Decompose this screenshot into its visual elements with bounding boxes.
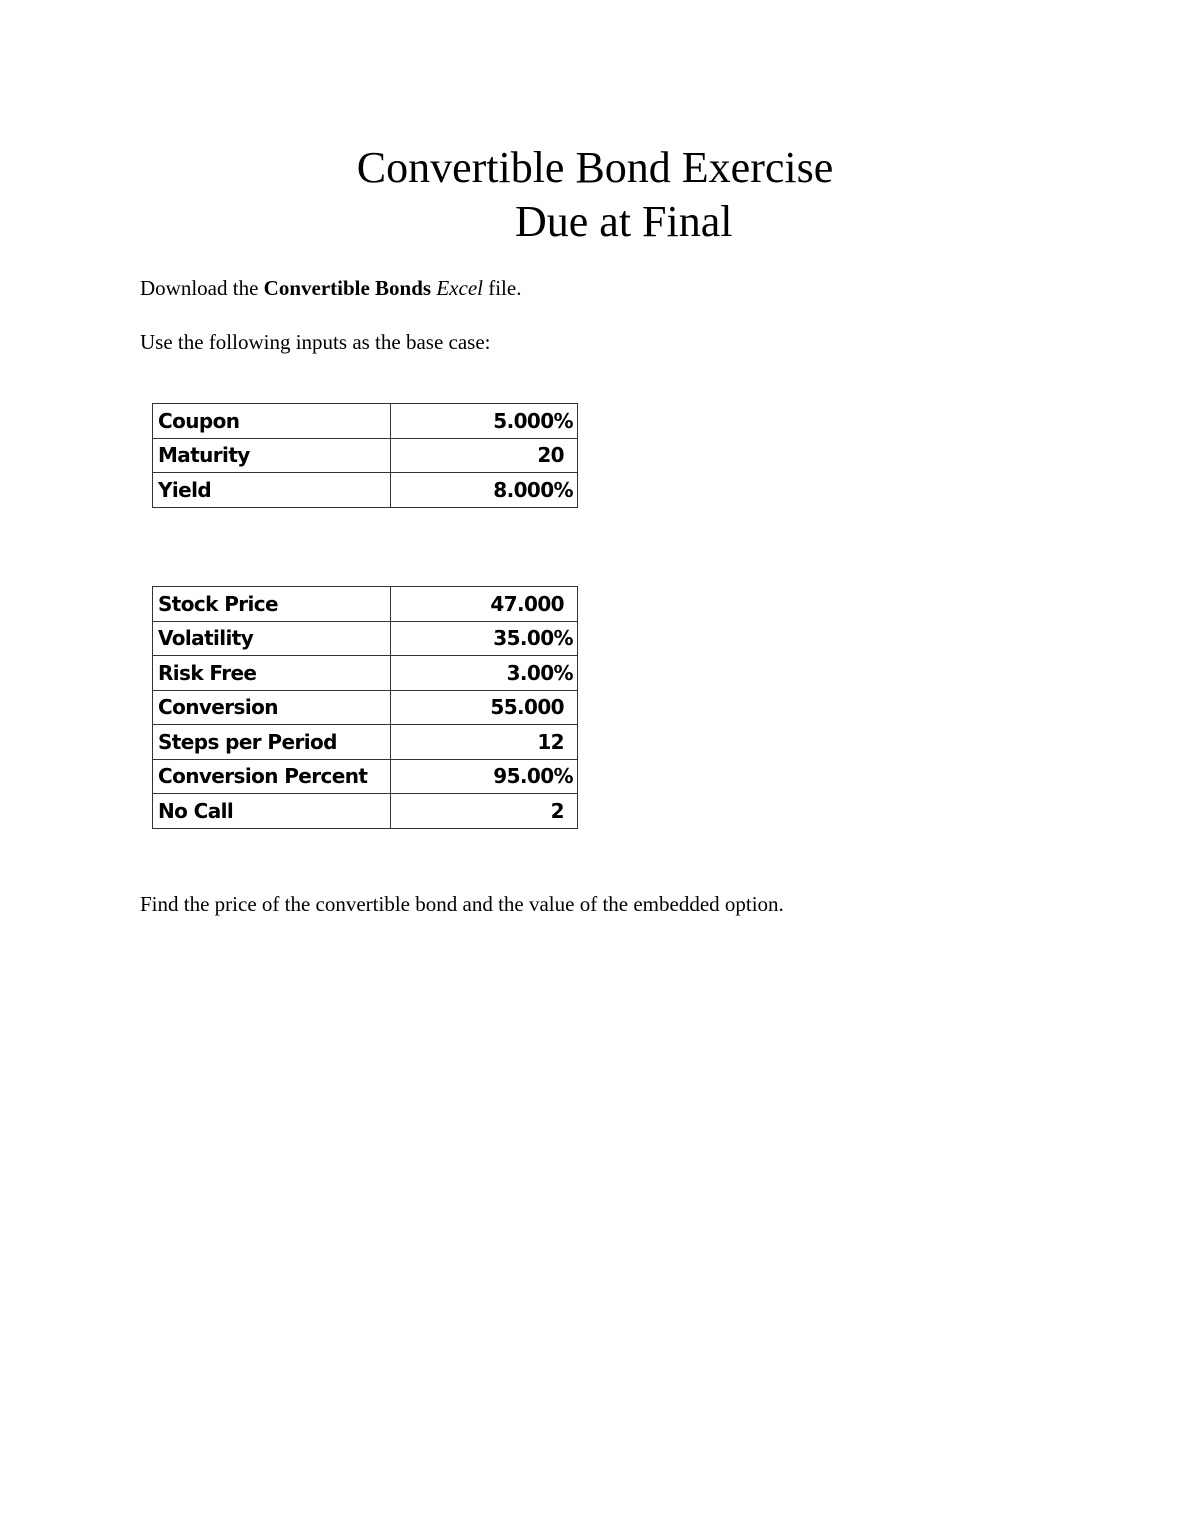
yield-label: Yield <box>153 473 391 508</box>
coupon-label: Coupon <box>153 404 391 439</box>
base-case-text: Use the following inputs as the base case: <box>140 330 491 354</box>
risk-free-value: 3.00% <box>391 656 578 691</box>
table-row <box>153 759 578 794</box>
volatility-value: 35.00% <box>391 621 578 656</box>
maturity-label: Maturity <box>153 438 391 473</box>
no-call-label: No Call <box>153 794 391 829</box>
volatility-label: Volatility <box>153 621 391 656</box>
table-row <box>153 656 578 691</box>
coupon-value: 5.000% <box>391 404 578 439</box>
conversion-label: Conversion <box>153 690 391 725</box>
steps-per-period-value: 12 <box>391 725 578 760</box>
download-suffix: file. <box>482 276 522 300</box>
table-row <box>153 438 578 473</box>
title-line-1: Convertible Bond Exercise <box>356 143 834 192</box>
stock-price-value: 47.000 <box>391 587 578 622</box>
bond-inputs-table <box>152 403 578 508</box>
conversion-percent-value: 95.00% <box>391 759 578 794</box>
app-name: Excel <box>436 276 483 300</box>
download-instruction <box>140 275 521 301</box>
table-row <box>153 794 578 829</box>
table-row <box>153 690 578 725</box>
steps-per-period-label: Steps per Period <box>153 725 391 760</box>
task-text: Find the price of the convertible bond and the value of the embedded option. <box>140 892 784 916</box>
maturity-value: 20 <box>391 438 578 473</box>
table-row <box>153 621 578 656</box>
stock-price-label: Stock Price <box>153 587 391 622</box>
table-row <box>153 725 578 760</box>
table-row <box>153 404 578 439</box>
option-inputs-table <box>152 586 578 829</box>
table-row <box>153 587 578 622</box>
conversion-value: 55.000 <box>391 690 578 725</box>
no-call-value: 2 <box>391 794 578 829</box>
conversion-percent-label: Conversion Percent <box>153 759 391 794</box>
download-prefix: Download the <box>140 276 264 300</box>
file-name: Convertible Bonds <box>263 276 432 300</box>
yield-value: 8.000% <box>391 473 578 508</box>
title-line-2: Due at Final <box>515 197 733 246</box>
table-row <box>153 473 578 508</box>
risk-free-label: Risk Free <box>153 656 391 691</box>
